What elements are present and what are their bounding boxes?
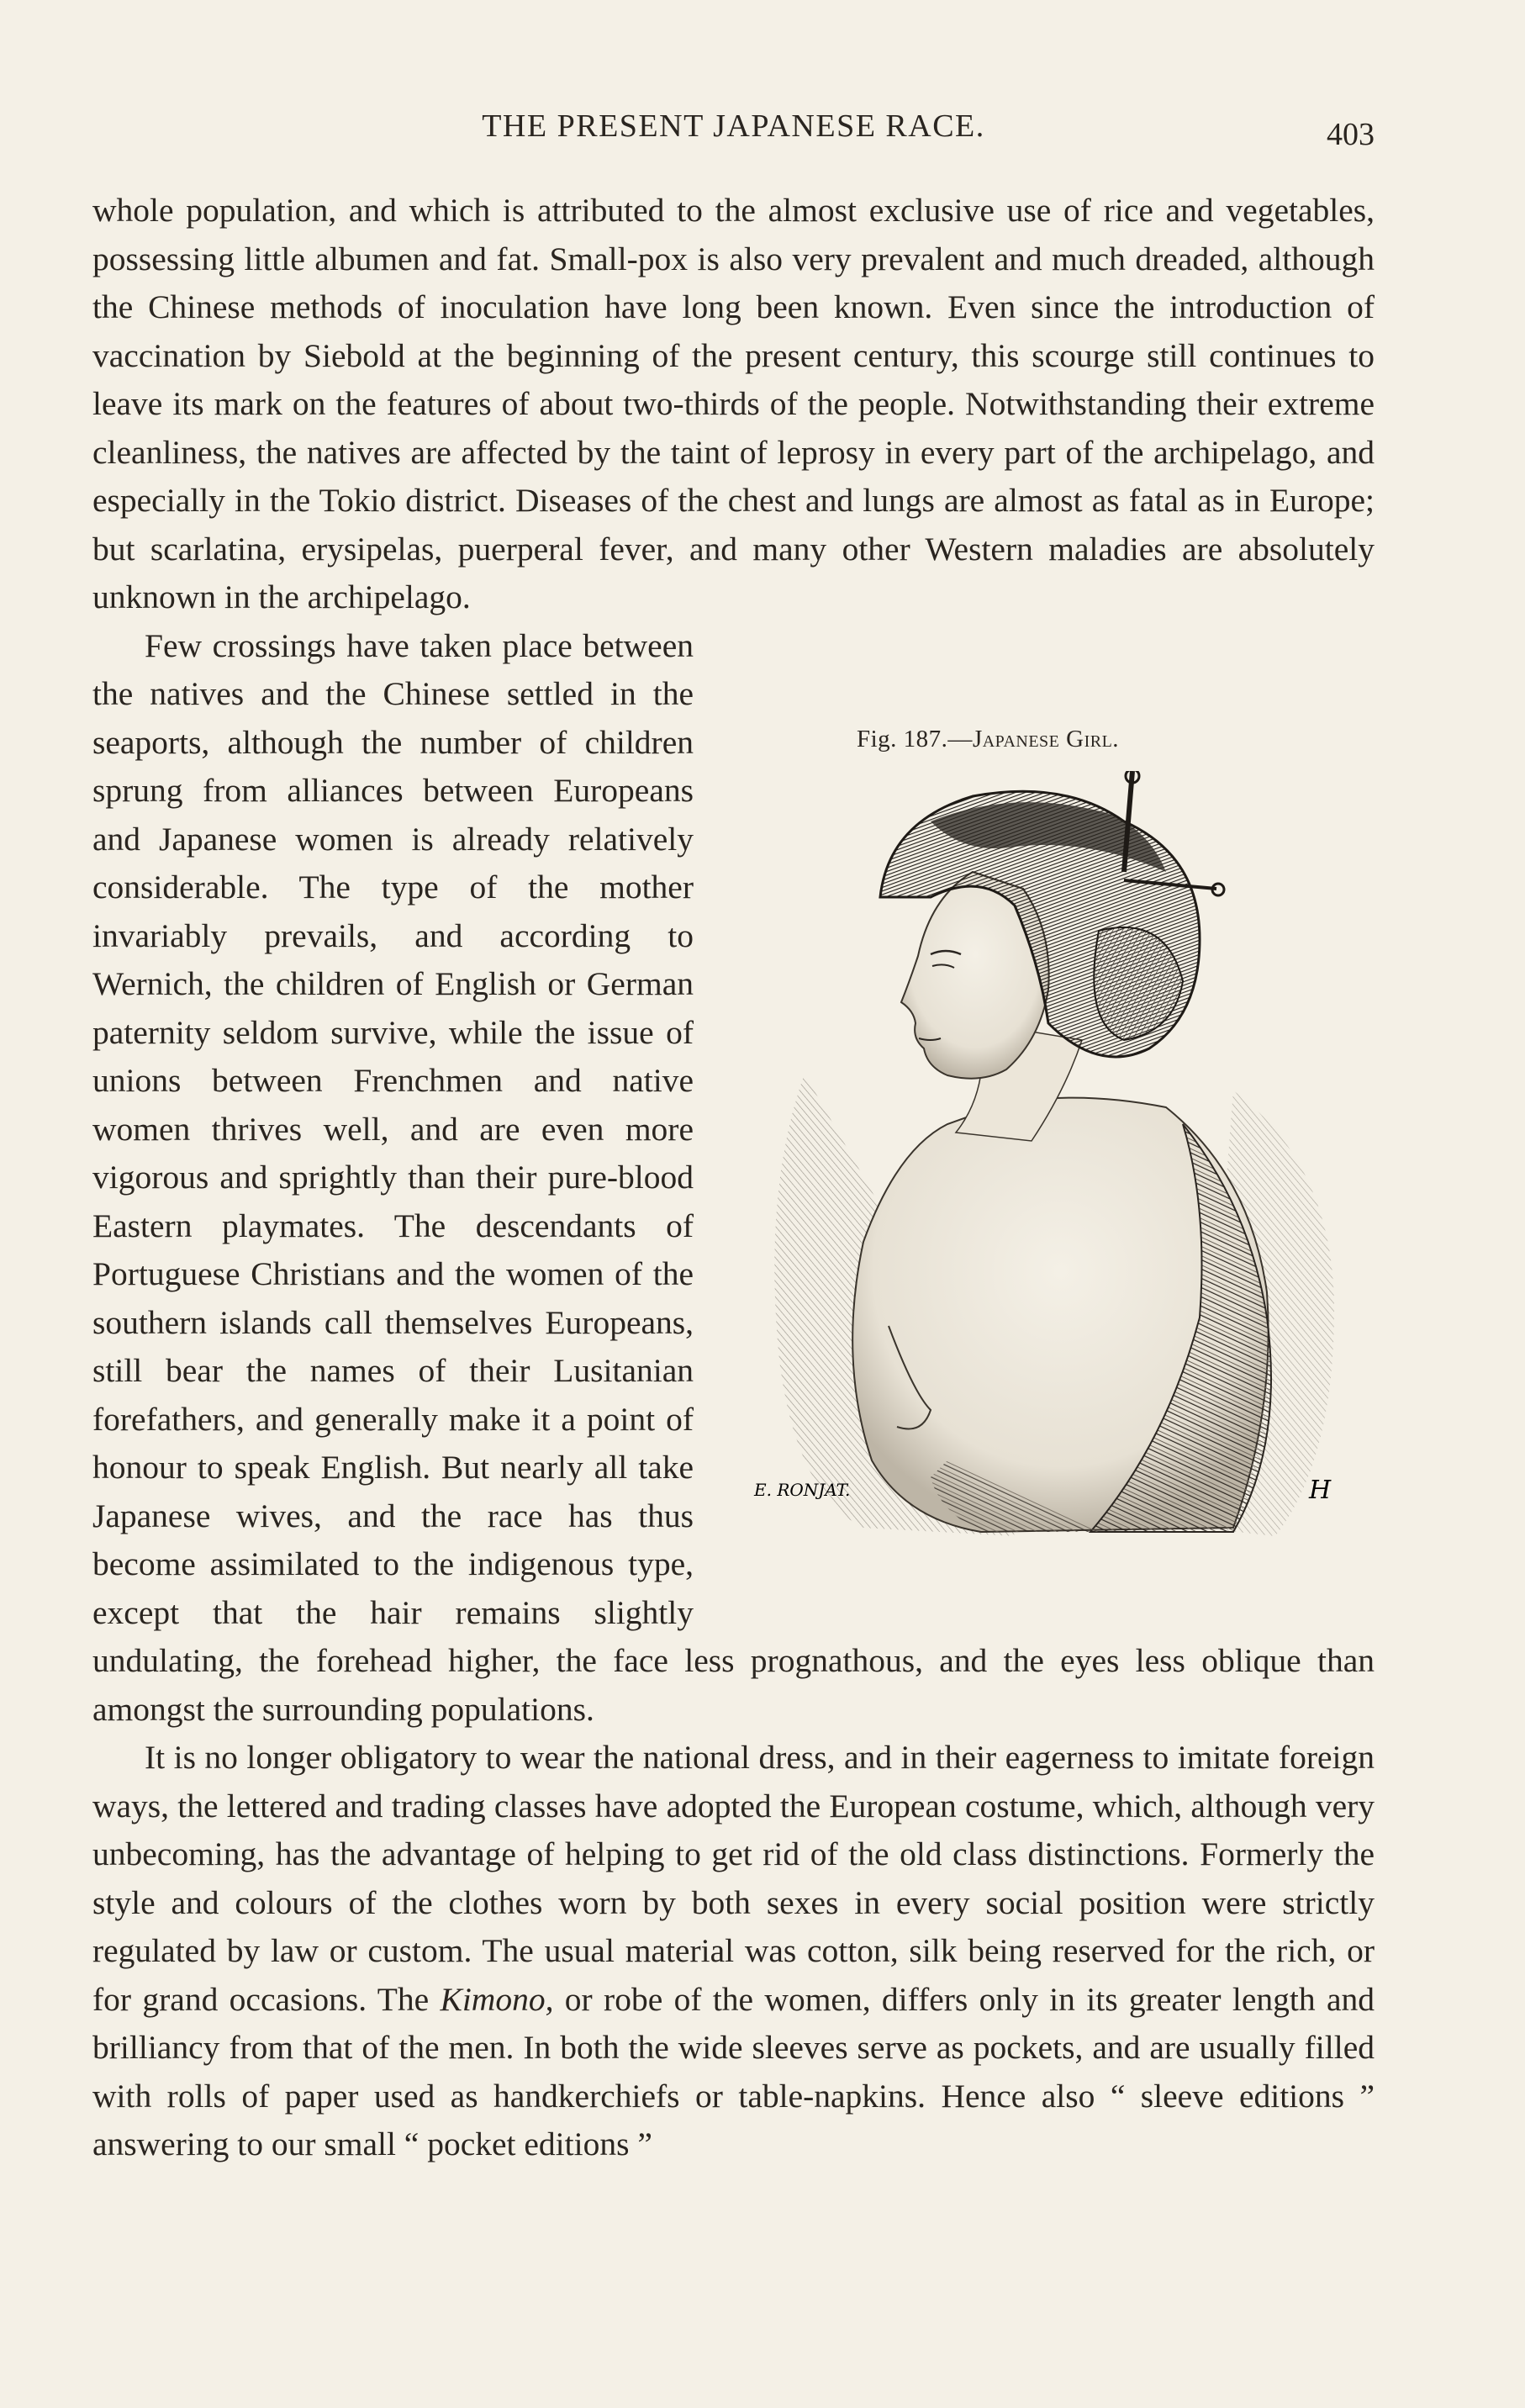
- artist-mark: H: [1309, 1475, 1332, 1505]
- figure-japanese-girl: [729, 670, 1375, 1600]
- running-head: THE PRESENT JAPANESE RACE.: [482, 108, 985, 144]
- paragraph-2-text: Few crossings have taken place between the natives and the Chinese settled in the seaports, although the number of children sprung from alliances between Europeans and Japanese women is already relatively considerable. The type of the mother invariably prevails, and according to Wernich, the children of English or German paternity seldom survive, while the issue of unions between Frenchmen and native women thrives well, and are even more vigorous and sprightly than their pure-blood Eastern playmates. The descendants of Portuguese Christians and the women of the southern islands call themselves Europeans, still bear the names of their Lusitanian forefathers, and generally make it a point of honour to speak English. But nearly all take Japanese wives, and the race has thus become assimilated to the indigenous type, except that the hair remains slightly undulating, the forehead higher, the face less prognathous, and the eyes less oblique than amongst the surrounding populations.: [92, 626, 1375, 1728]
- page-header: [92, 108, 1375, 158]
- kimono-term: Kimono,: [440, 1980, 554, 2018]
- paragraph-2: [92, 622, 1375, 1735]
- figure-caption-title: Japanese Girl.: [972, 725, 1120, 752]
- paragraph-3-before: It is no longer obligatory to wear the national dress, and in their eagerness to imitate foreign ways, the lettered and trading classes have adopted the European costume, which, although very unbecoming, has the advantage of helping to get rid of the old class distinctions. Formerly the style and colours of the clothes worn by both sexes in every social position were strictly regulated by law or custom. The usual material was cotton, silk being reserved for the rich, or for grand occasions. The: [92, 1739, 1375, 2018]
- paragraph-3-after: or robe of the women, differs only in its greater length and brilliancy from that of the men. In both the wide sleeves serve as pockets, and are usually filled with rolls of paper used as handkerchiefs or table-napkins. Hence also “ sleeve editions ” answering to our small “ pocket editions ”: [92, 1980, 1375, 2162]
- figure-caption-number: Fig. 187.—: [857, 725, 973, 752]
- page-number: 403: [1327, 117, 1375, 152]
- figure-caption: [805, 716, 1119, 764]
- paragraph-1: whole population, and which is attributed to the almost exclusive use of rice and vegetables, possessing little albumen and fat. Small-pox is also very prevalent and much dreaded, although the Chinese methods of inoculation have long been known. Even since the introduction of vaccination by Siebold at the beginning of the present century, this scourge still continues to leave its mark on the features of about two-thirds of the people. Notwithstanding their extreme cleanliness, the natives are affected by the taint of leprosy in every part of the archipelago, and especially in the Tokio district. Diseases of the chest and lungs are almost as fatal as in Europe; but scarlatina, erysipelas, puerperal fever, and many other Western maladies are absolutely unknown in the archipelago.: [92, 192, 1375, 615]
- body-text: [92, 187, 1375, 2169]
- paragraph-3: [92, 1734, 1375, 2169]
- engraver-signature: E. RONJAT.: [754, 1479, 851, 1500]
- portrait-engraving: [729, 771, 1375, 1553]
